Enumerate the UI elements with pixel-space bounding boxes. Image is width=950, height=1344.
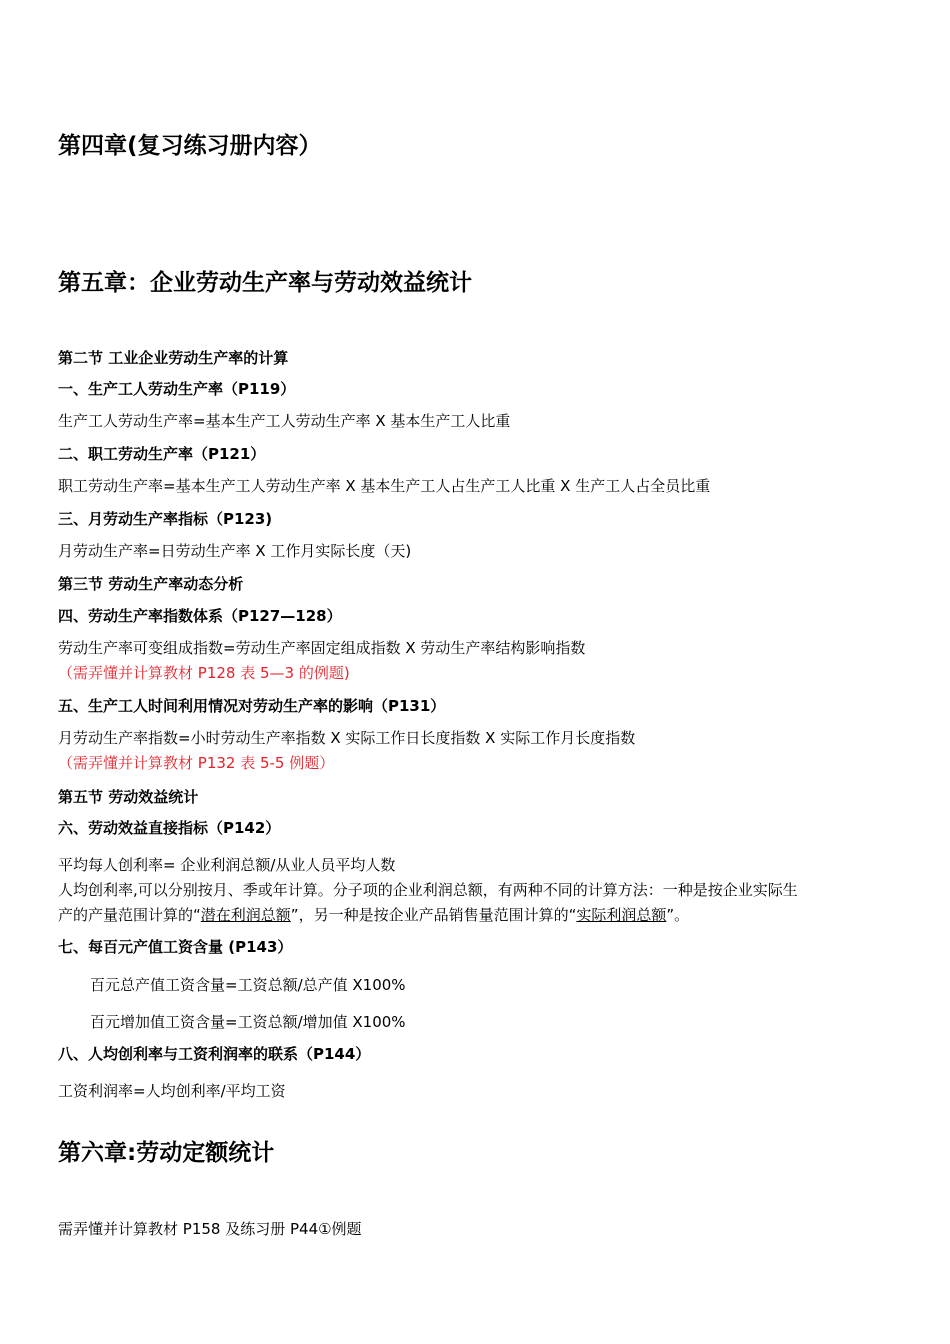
chapter6-note: 需弄懂并计算教材 P158 及练习册 P44①例题: [58, 1220, 362, 1238]
item3-heading: 三、月劳动生产率指标（P123): [58, 510, 273, 528]
item7-formula1: 百元总产值工资含量=工资总额/总产值 X100%: [90, 976, 406, 994]
item2-heading: 二、职工劳动生产率（P121）: [58, 445, 266, 463]
item8-formula: 工资利润率=人均创利率/平均工资: [58, 1082, 286, 1100]
item3-formula: 月劳动生产率=日劳动生产率 X 工作月实际长度（天): [58, 542, 412, 560]
item7-heading: 七、每百元产值工资含量 (P143）: [58, 938, 293, 956]
section3-title: 第三节 劳动生产率动态分析: [58, 575, 244, 593]
chapter6-title: 第六章:劳动定额统计: [58, 1140, 275, 1166]
item5-formula: 月劳动生产率指数=小时劳动生产率指数 X 实际工作日长度指数 X 实际工作月长度指数: [58, 729, 636, 747]
item4-formula: 劳动生产率可变组成指数=劳动生产率固定组成指数 X 劳动生产率结构影响指数: [58, 639, 586, 657]
actual-profit-term: 实际利润总额: [576, 906, 667, 924]
item7-formula2: 百元增加值工资含量=工资总额/增加值 X100%: [90, 1013, 406, 1031]
chapter4-title: 第四章(复习练习册内容）: [58, 133, 322, 159]
item4-heading: 四、劳动生产率指数体系（P127—128）: [58, 607, 342, 625]
item4-note: （需弄懂并计算教材 P128 表 5—3 的例题): [58, 664, 350, 682]
item6-formula: 平均每人创利率= 企业利润总额/从业人员平均人数: [58, 856, 396, 874]
item6-heading: 六、劳动效益直接指标（P142）: [58, 819, 281, 837]
chapter5-title: 第五章：企业劳动生产率与劳动效益统计: [58, 270, 472, 296]
item1-formula: 生产工人劳动生产率=基本生产工人劳动生产率 X 基本生产工人比重: [58, 412, 511, 430]
section2-title: 第二节 工业企业劳动生产率的计算: [58, 349, 289, 367]
item6-paragraph-line2: [58, 904, 689, 925]
section5-title: 第五节 劳动效益统计: [58, 788, 199, 806]
potential-profit-term: 潜在利润总额: [200, 906, 291, 924]
item2-formula: 职工劳动生产率=基本生产工人劳动生产率 X 基本生产工人占生产工人比重 X 生产工人占全员比重: [58, 477, 711, 495]
para-text-c: ”。: [666, 906, 690, 924]
item5-heading: 五、生产工人时间利用情况对劳动生产率的影响（P131）: [58, 697, 446, 715]
item1-heading: 一、生产工人劳动生产率（P119）: [58, 380, 296, 398]
para-text-a: 产的产量范围计算的“: [58, 906, 201, 924]
para-text-b: ”，另一种是按企业产品销售量范围计算的“: [290, 906, 577, 924]
item6-paragraph-line1: 人均创利率,可以分别按月、季或年计算。分子项的企业利润总额，有两种不同的计算方法：一种是按企业实际生: [58, 881, 798, 899]
item8-heading: 八、人均创利率与工资利润率的联系（P144）: [58, 1045, 371, 1063]
item5-note: （需弄懂并计算教材 P132 表 5-5 例题）: [58, 754, 335, 772]
